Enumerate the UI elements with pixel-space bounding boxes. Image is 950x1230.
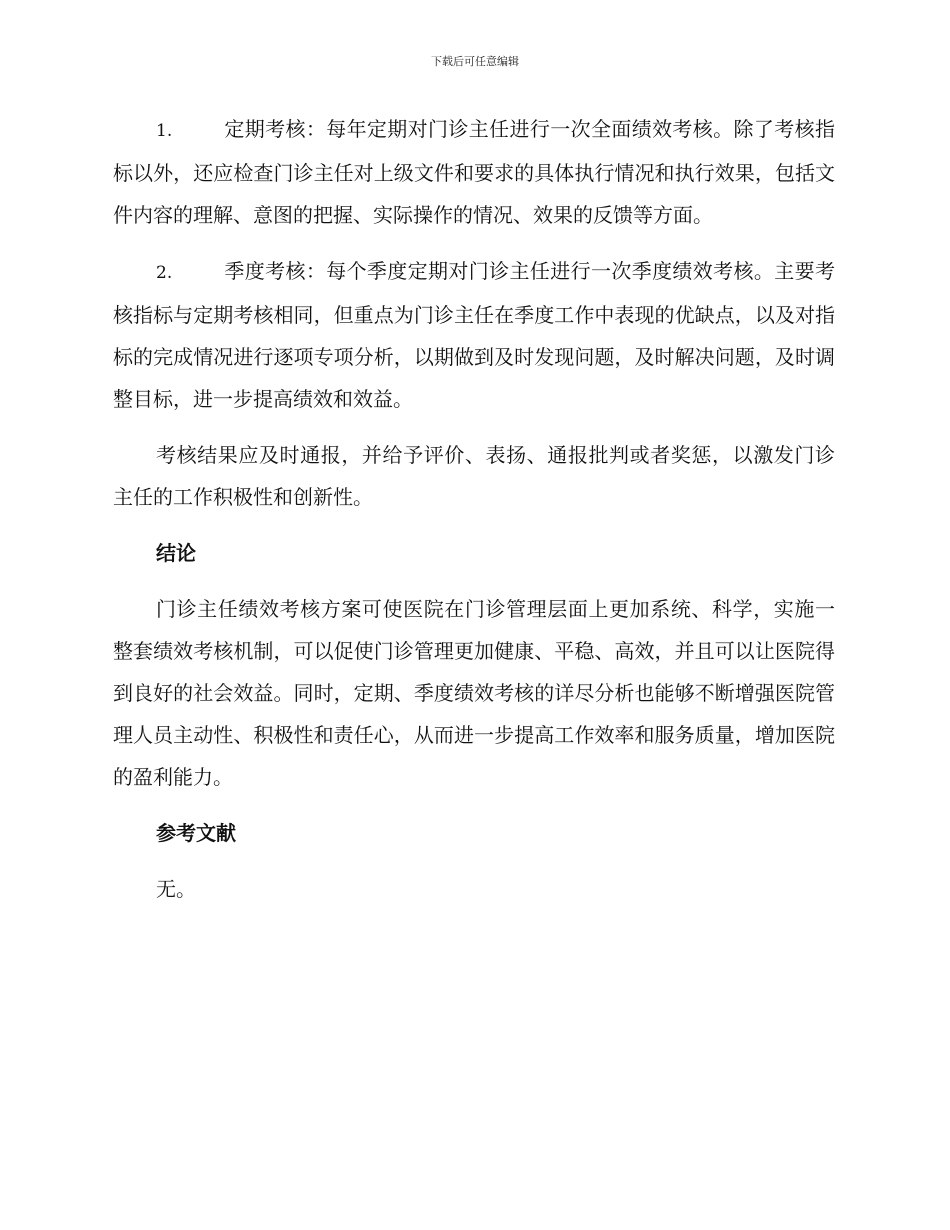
references-heading: 参考文献 — [156, 821, 236, 845]
list-item-quarterly-review — [113, 250, 835, 420]
result-paragraph: 考核结果应及时通报，并给予评价、表扬、通报批判或者奖惩，以激发门诊主任的工作积极性和创新性。 — [113, 443, 835, 509]
list-item-text: 季度考核：每个季度定期对门诊主任进行一次季度绩效考核。主要考核指标与定期考核相同，但重点为门诊主任在季度工作中表现的优缺点，以及对指标的完成情况进行逐项专项分析，以期做到及时发现问题，及时解决问题，及时调整目标，进一步提高绩效和效益。 — [113, 259, 835, 411]
document-body — [113, 108, 835, 924]
list-item-text: 定期考核：每年定期对门诊主任进行一次全面绩效考核。除了考核指标以外，还应检查门诊主任对上级文件和要求的具体执行情况和执行效果，包括文件内容的理解、意图的把握、实际操作的情况、效果的反馈等方面。 — [113, 117, 835, 227]
list-item-periodic-review — [113, 108, 835, 236]
references-paragraph: 无。 — [156, 877, 196, 901]
conclusion-heading: 结论 — [156, 541, 196, 565]
list-number: 2. — [156, 263, 173, 283]
conclusion-paragraph: 门诊主任绩效考核方案可使医院在门诊管理层面上更加系统、科学，实施一整套绩效考核机制，可以促使门诊管理更加健康、平稳、高效，并且可以让医院得到良好的社会效益。同时，定期、季度绩效考核的详尽分析也能够不断增强医院管理人员主动性、积极性和责任心，从而进一步提高工作效率和服务质量，增加医院的盈利能力。 — [113, 597, 835, 789]
header-note: 下载后可任意编辑 — [431, 55, 519, 68]
list-number: 1. — [156, 121, 173, 141]
